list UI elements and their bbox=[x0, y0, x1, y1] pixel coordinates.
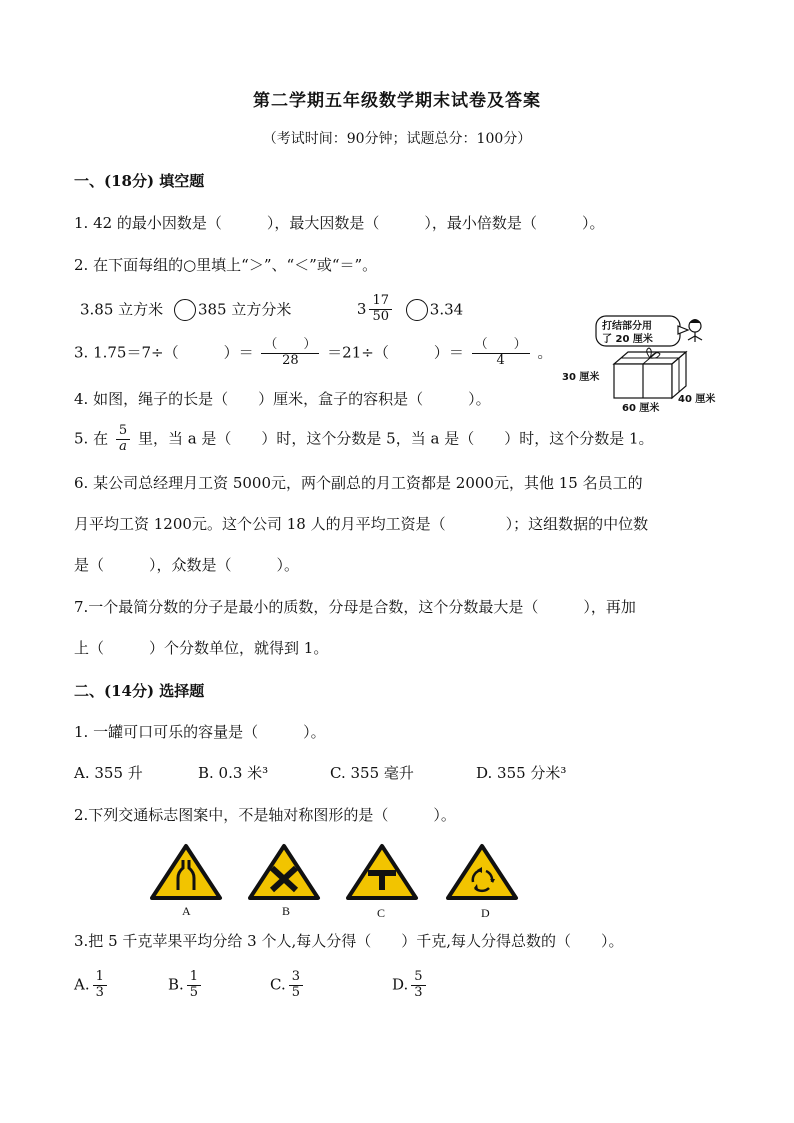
option-numerator: 5 bbox=[411, 970, 425, 986]
exam-info: （考试时间：90分钟；试题总分：100分） bbox=[262, 131, 532, 147]
question-1-2: 2. 在下面每组的○里填上“＞”、“＜”或“＝”。 bbox=[74, 256, 378, 274]
option-denominator: 5 bbox=[189, 984, 199, 1000]
question-1-6-line-3: 是（ ），众数是（ ）。 bbox=[74, 556, 300, 574]
q3-blank-numerator-2[interactable]: （ ） bbox=[472, 338, 530, 354]
q5-numerator: 5 bbox=[116, 424, 130, 440]
question-1-2-compare bbox=[80, 294, 463, 325]
question-1-6-line-2: 月平均工资 1200元。这个公司 18 人的月平均工资是（ ）；这组数据的中位数 bbox=[74, 515, 649, 533]
boy-icon bbox=[688, 319, 702, 342]
q2-3-option-b[interactable] bbox=[168, 970, 204, 1001]
traffic-signs bbox=[150, 842, 530, 902]
mixed-fraction bbox=[369, 294, 392, 325]
question-1-4: 4. 如图，绳子的长是（ ）厘米，盒子的容积是（ ）。 bbox=[74, 390, 491, 408]
sign-d-roundabout-icon[interactable] bbox=[448, 846, 516, 898]
page-title: 第二学期五年级数学期末试卷及答案 bbox=[253, 91, 541, 111]
question-1-6-line-1: 6. 某公司总经理月工资 5000元，两个副总的月工资都是 2000元，其他 15 名员工的 bbox=[74, 474, 643, 492]
question-1-7-line-1: 7.一个最简分数的分子是最小的质数，分母是合数，这个分数最大是（ ），再加 bbox=[74, 598, 636, 616]
compare-b-mixed-number bbox=[357, 294, 395, 325]
question-1-5 bbox=[74, 424, 654, 455]
sign-label-d: D bbox=[481, 906, 490, 920]
option-fraction bbox=[289, 970, 303, 1001]
option-letter: B. bbox=[168, 975, 184, 994]
mixed-numerator: 17 bbox=[369, 294, 392, 310]
q2-1-option-d[interactable]: D. 355 分米³ bbox=[476, 764, 567, 782]
sign-a-road-narrows-icon[interactable] bbox=[152, 846, 220, 898]
compare-a-left: 3.85 立方米 bbox=[80, 300, 164, 319]
question-2-3: 3.把 5 千克苹果平均分给 3 个人,每人分得（ ）千克,每人分得总数的（ ）。 bbox=[74, 932, 624, 950]
box-height-label: 30 厘米 bbox=[562, 372, 600, 383]
mixed-whole: 3 bbox=[356, 300, 367, 319]
option-fraction bbox=[187, 970, 201, 1001]
q3-denominator-1: 28 bbox=[282, 352, 299, 368]
sign-label-b: B bbox=[282, 904, 291, 918]
sign-b-crossroad-icon[interactable] bbox=[250, 846, 318, 898]
bubble-text-1: 打结部分用 bbox=[602, 321, 652, 332]
mixed-denominator: 50 bbox=[372, 308, 390, 324]
compare-a-right: 385 立方分米 bbox=[197, 300, 292, 319]
q3-blank-numerator-1[interactable]: （ ） bbox=[261, 338, 319, 354]
q2-1-option-c[interactable]: C. 355 毫升 bbox=[330, 764, 414, 782]
q2-1-option-a[interactable]: A. 355 升 bbox=[74, 764, 143, 782]
question-1-1: 1. 42 的最小因数是（ ），最大因数是（ ），最小倍数是（ ）。 bbox=[74, 214, 605, 232]
q3-denominator-2: 4 bbox=[496, 352, 505, 368]
option-denominator: 3 bbox=[95, 984, 104, 1000]
option-fraction bbox=[411, 970, 425, 1001]
compare-b-right: 3.34 bbox=[429, 300, 464, 319]
q5-denominator: a bbox=[119, 438, 127, 454]
compare-a-circle[interactable] bbox=[174, 299, 196, 321]
question-1-3 bbox=[74, 338, 552, 369]
option-numerator: 1 bbox=[187, 970, 201, 986]
question-2-1: 1. 一罐可口可乐的容量是（ ）。 bbox=[74, 723, 326, 741]
q2-3-option-a[interactable] bbox=[74, 970, 110, 1001]
option-numerator: 1 bbox=[93, 970, 107, 986]
option-fraction bbox=[93, 970, 107, 1001]
compare-b-circle[interactable] bbox=[406, 299, 428, 321]
q5-part-b: 里，当 a 是（ ）时，这个分数是 5，当 a 是（ ）时，这个分数是 1。 bbox=[137, 429, 654, 448]
option-letter: A. bbox=[74, 975, 90, 994]
sign-label-c: C bbox=[377, 906, 386, 920]
box-width-label: 40 厘米 bbox=[678, 394, 716, 405]
option-letter: D. bbox=[392, 975, 409, 994]
q3-part-a: 3. 1.75＝7÷（ ）＝ bbox=[74, 343, 254, 362]
option-numerator: 3 bbox=[289, 970, 303, 986]
q3-part-b: ＝21÷（ ）＝ bbox=[327, 343, 464, 362]
box-icon bbox=[614, 348, 686, 398]
option-letter: C. bbox=[270, 975, 286, 994]
q5-fraction bbox=[116, 424, 130, 455]
sign-label-a: A bbox=[182, 904, 191, 918]
q3-fraction-2 bbox=[472, 338, 530, 369]
box-length-label: 60 厘米 bbox=[622, 403, 660, 414]
option-denominator: 3 bbox=[414, 984, 423, 1000]
q2-3-option-d[interactable] bbox=[392, 970, 429, 1001]
q5-part-a: 5. 在 bbox=[74, 429, 109, 448]
option-denominator: 5 bbox=[291, 984, 300, 1000]
question-1-7-line-2: 上（ ）个分数单位，就得到 1。 bbox=[74, 639, 329, 657]
section-heading-multiple-choice: 二、(14分) 选择题 bbox=[74, 682, 205, 700]
bubble-text-2: 了 20 厘米 bbox=[602, 334, 653, 345]
q2-3-option-c[interactable] bbox=[270, 970, 306, 1001]
question-2-2: 2.下列交通标志图案中，不是轴对称图形的是（ ）。 bbox=[74, 806, 456, 824]
section-heading-fill-blank: 一、(18分) 填空题 bbox=[74, 172, 205, 190]
q3-fraction-1 bbox=[261, 338, 319, 369]
sign-c-t-junction-icon[interactable] bbox=[348, 846, 416, 898]
q3-end: 。 bbox=[537, 343, 553, 362]
q2-1-option-b[interactable]: B. 0.3 米³ bbox=[198, 764, 269, 782]
gift-box-figure bbox=[560, 312, 730, 416]
